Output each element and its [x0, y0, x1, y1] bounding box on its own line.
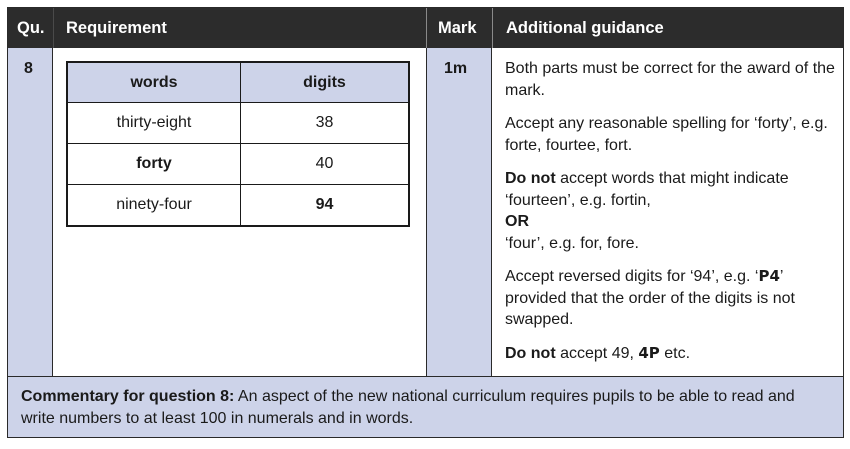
mark-value: 1m — [444, 60, 468, 77]
guidance-paragraph: Both parts must be correct for the award of the mark. — [505, 60, 835, 99]
guidance-text-span: ’ provided that the order of the digits is not swapped. — [505, 268, 795, 328]
mark-cell — [426, 48, 492, 376]
commentary-row — [8, 376, 843, 437]
do-not-label: Do not — [505, 344, 556, 362]
question-cell — [8, 48, 53, 376]
cell-words-answer: forty — [67, 144, 241, 185]
do-not-label: Do not — [505, 170, 556, 187]
cell-digits: 38 — [241, 103, 410, 144]
guidance-text-span: etc. — [659, 344, 691, 362]
requirement-cell — [53, 48, 426, 376]
guidance-text — [505, 58, 835, 376]
guidance-paragraph — [505, 168, 835, 254]
header-guidance: Additional guidance — [492, 8, 843, 48]
words-digits-table — [66, 61, 410, 227]
table-header-row — [67, 62, 409, 103]
reversed-digits-example: P4 — [758, 267, 780, 285]
header-requirement: Requirement — [53, 8, 426, 48]
column-header-words: words — [67, 62, 241, 103]
reversed-digits-example: 4P — [638, 343, 660, 362]
cell-words: ninety-four — [67, 185, 241, 227]
header-mark: Mark — [426, 8, 492, 48]
guidance-paragraph — [505, 266, 835, 331]
commentary-label: Commentary for question 8: — [21, 388, 235, 405]
header-question: Qu. — [8, 8, 53, 48]
cell-digits-answer: 94 — [241, 185, 410, 227]
commentary-text: An aspect of the new national curriculum requires pupils to be able to read and write numbers to at least 100 in numerals and in words. — [21, 388, 795, 427]
cell-words: thirty-eight — [67, 103, 241, 144]
guidance-paragraph: Accept any reasonable spelling for ‘forty’, e.g. forte, fourtee, fort. — [505, 115, 828, 154]
guidance-cell — [492, 48, 843, 376]
question-number: 8 — [24, 60, 33, 77]
guidance-text-span: accept words that might indicate ‘fourteen’, e.g. fortin, — [505, 170, 789, 209]
table-row — [67, 185, 409, 227]
mark-scheme-table — [7, 7, 844, 438]
table-row — [67, 103, 409, 144]
table-row — [67, 144, 409, 185]
cell-digits: 40 — [241, 144, 410, 185]
guidance-text-span: Accept reversed digits for ‘94’, e.g. ‘ — [505, 268, 759, 285]
guidance-text-span: accept 49, — [555, 344, 639, 362]
column-header-digits: digits — [241, 62, 410, 103]
guidance-text-span: ‘four’, e.g. for, fore. — [505, 234, 639, 252]
or-label: OR — [505, 213, 529, 230]
guidance-paragraph — [505, 343, 835, 365]
